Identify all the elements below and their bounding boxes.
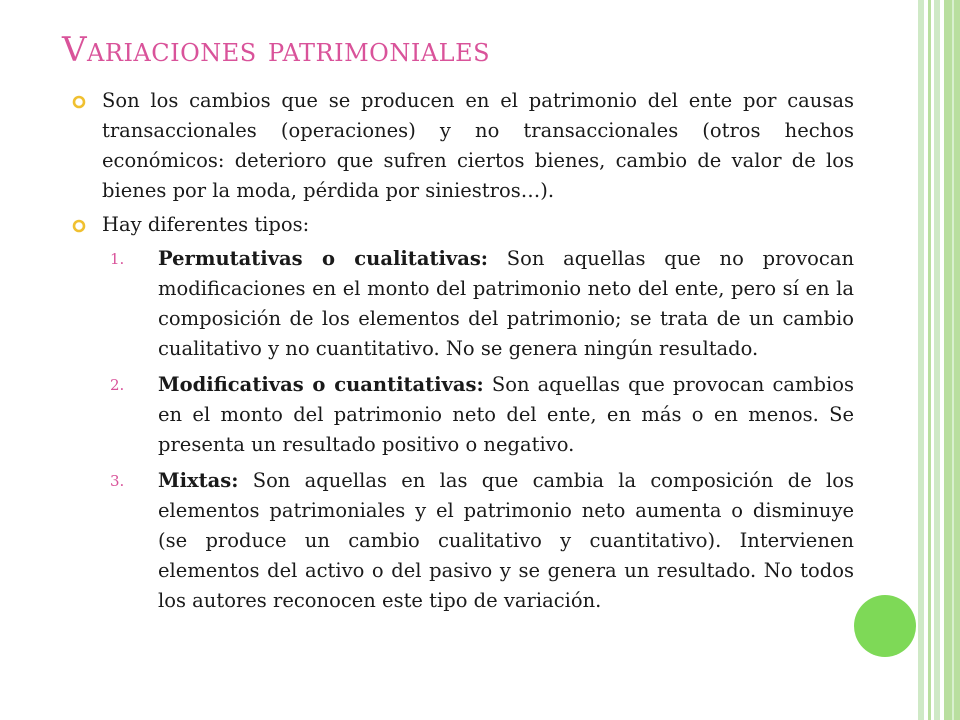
item-text: Son aquellas en las que cambia la composición de los elementos patrimoniales y el patrimonio neto aumenta o disminuye (se produce un cambio cualitativo y cuantitativo). Intervienen elementos del activo o del pasivo y se genera un resultado. No todos los autores reconocen este tipo de variación. [158,469,854,612]
item-lead: Permutativas o cualitativas: [158,247,489,270]
slide-body [70,86,854,616]
item-lead: Mixtas: [158,469,239,492]
list-item [110,370,854,460]
bullet-text: Son los cambios que se producen en el patrimonio del ente por causas transaccionales (operaciones) y no transaccionales (otros hechos económicos: deterioro que sufren ciertos bienes, cambio de valor de los bienes por la moda, pérdida por siniestros…). [102,89,854,202]
types-list [110,244,854,616]
item-lead: Modificativas o cuantitativas: [158,373,484,396]
green-circle-icon [854,595,916,657]
decorative-stripe [952,0,954,720]
list-item [110,466,854,616]
decorative-stripe [928,0,931,720]
list-item [110,244,854,364]
item-number: 1. [110,250,125,268]
slide-title: Variaciones patrimoniales [62,30,491,70]
item-text: Son aquellas que provocan cambios en el monto del patrimonio neto del ente, en más o en menos. Se presenta un resultado positivo o negativo. [158,373,854,456]
ring-bullet-icon [72,219,86,233]
bullet-item [70,210,854,240]
item-number: 3. [110,472,125,490]
item-number: 2. [110,376,125,394]
bullet-text: Hay diferentes tipos: [102,213,310,236]
bullet-item [70,86,854,206]
decorative-stripe [934,0,940,720]
item-text: Son aquellas que no provocan modificaciones en el monto del patrimonio neto del ente, pero sí en la composición de los elementos del patrimonio; se trata de un cambio cualitativo y no cuantitativo. No se genera ningún resultado. [158,247,854,360]
decorative-stripe [918,0,924,720]
ring-bullet-icon [72,95,86,109]
